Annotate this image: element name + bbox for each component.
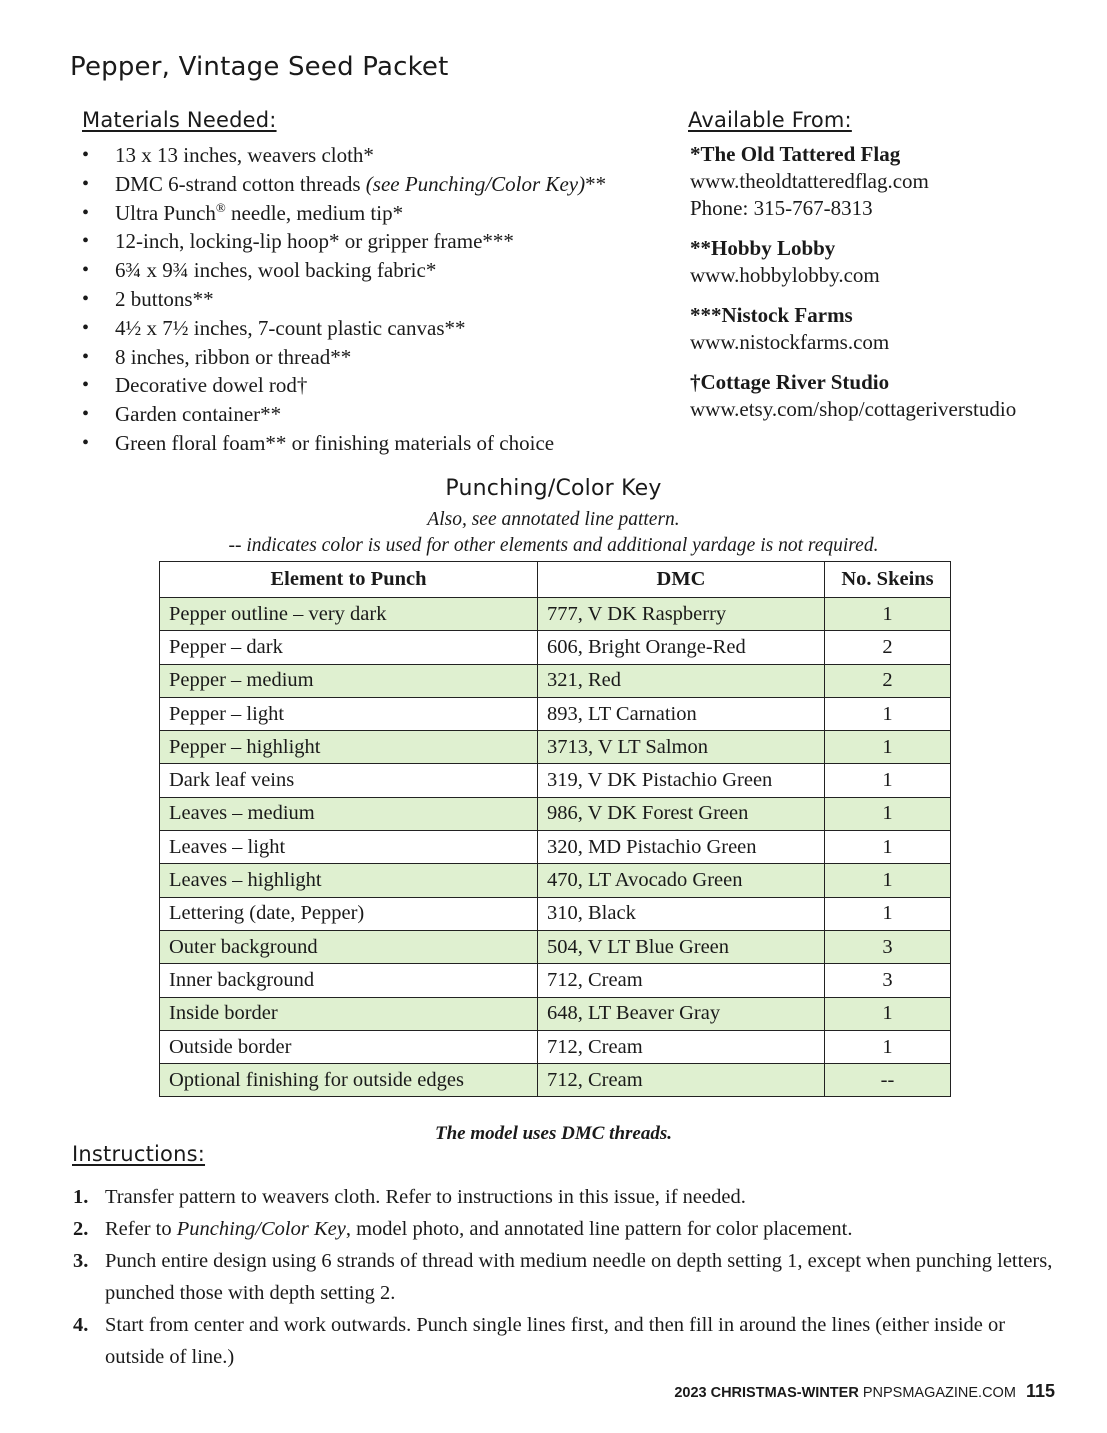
table-row [160, 664, 951, 697]
cell-dmc: 648, LT Beaver Gray [538, 997, 825, 1030]
instructions-list [73, 1181, 1053, 1373]
column-header-skeins: No. Skeins [825, 562, 951, 598]
materials-list [82, 141, 606, 458]
list-item: • 13 x 13 inches, weavers cloth* [82, 141, 606, 170]
cell-element: Outside border [160, 1030, 538, 1063]
color-key-reference: (see Punching/Color Key) [365, 171, 586, 196]
cell-dmc: 504, V LT Blue Green [538, 930, 825, 963]
color-key-table [159, 561, 951, 1097]
cell-element: Dark leaf veins [160, 764, 538, 797]
step-number: 2. [73, 1218, 89, 1240]
cell-dmc: 320, MD Pistachio Green [538, 831, 825, 864]
step-text: Start from center and work outwards. Punch single lines first, and then fill in around the lines (either inside or outside of line.) [105, 1314, 1006, 1368]
cell-skeins: 1 [825, 764, 951, 797]
cell-element: Leaves – light [160, 831, 538, 864]
step-number: 4. [73, 1314, 89, 1336]
page-number: 115 [1025, 1381, 1055, 1401]
cell-dmc: 321, Red [538, 664, 825, 697]
cell-element: Pepper – highlight [160, 731, 538, 764]
step-text-part: Refer to [105, 1218, 177, 1240]
cell-dmc: 319, V DK Pistachio Green [538, 764, 825, 797]
cell-skeins: 1 [825, 697, 951, 730]
supplier-website[interactable]: www.etsy.com/shop/cottageriverstudio [690, 397, 1017, 421]
list-item: • 12-inch, locking-lip hoop* or gripper frame*** [82, 227, 606, 256]
color-key-reference: Punching/Color Key [176, 1218, 346, 1240]
color-key-note: Also, see annotated line pattern. [427, 509, 680, 530]
table-row [160, 764, 951, 797]
cell-skeins: -- [825, 1064, 951, 1097]
instruction-step [73, 1309, 1053, 1373]
table-row [160, 930, 951, 963]
cell-dmc: 470, LT Avocado Green [538, 864, 825, 897]
cell-skeins: 1 [825, 1030, 951, 1063]
cell-dmc: 310, Black [538, 897, 825, 930]
cell-element: Pepper – dark [160, 631, 538, 664]
instruction-step [73, 1213, 1053, 1245]
list-item [82, 170, 606, 199]
table-row [160, 831, 951, 864]
instruction-step [73, 1181, 1053, 1213]
supplier-name: ***Nistock Farms [690, 303, 853, 327]
list-item-text: needle, medium tip* [225, 200, 404, 225]
table-body [160, 598, 951, 1097]
table-row [160, 1030, 951, 1063]
cell-element: Inner background [160, 964, 538, 997]
table-row [160, 864, 951, 897]
table-caption: The model uses DMC threads. [435, 1123, 672, 1144]
column-header-dmc: DMC [538, 562, 825, 598]
step-text: Transfer pattern to weavers cloth. Refer to instructions in this issue, if needed. [105, 1186, 746, 1208]
supplier-phone: Phone: 315-767-8313 [690, 196, 873, 220]
list-item: • 4½ x 7½ inches, 7-count plastic canvas** [82, 314, 606, 343]
cell-element: Inside border [160, 997, 538, 1030]
supplier-old-tattered-flag [690, 141, 1016, 222]
step-text: Punch entire design using 6 strands of thread with medium needle on depth setting 1, except when punching letters, punched those with depth setting 2. [105, 1250, 1053, 1304]
table-row [160, 997, 951, 1030]
cell-element: Pepper – medium [160, 664, 538, 697]
cell-dmc: 712, Cream [538, 1064, 825, 1097]
step-number: 3. [73, 1250, 89, 1272]
instruction-step [73, 1245, 1053, 1309]
step-text [105, 1213, 1053, 1245]
color-key-heading: Punching/Color Key [445, 476, 662, 501]
supplier-name: *The Old Tattered Flag [690, 142, 901, 166]
supplier-website[interactable]: www.nistockfarms.com [690, 330, 890, 354]
list-item: • Garden container** [82, 400, 606, 429]
table-row [160, 1064, 951, 1097]
cell-dmc: 777, V DK Raspberry [538, 598, 825, 631]
list-item-text: Ultra Punch [115, 200, 216, 225]
supplier-name: †Cottage River Studio [690, 370, 890, 394]
cell-skeins: 1 [825, 831, 951, 864]
color-key-note: -- indicates color is used for other elements and additional yardage is not required. [228, 535, 879, 556]
table-row [160, 598, 951, 631]
cell-skeins: 2 [825, 631, 951, 664]
issue-label: 2023 CHRISTMAS-WINTER [674, 1385, 859, 1401]
cell-element: Outer background [160, 930, 538, 963]
instructions-heading: Instructions: [72, 1142, 206, 1166]
cell-skeins: 3 [825, 930, 951, 963]
table-row [160, 964, 951, 997]
cell-dmc: 712, Cream [538, 1030, 825, 1063]
list-item-text: DMC 6-strand cotton threads [115, 171, 366, 196]
supplier-hobby-lobby [690, 235, 1016, 289]
page-footer [674, 1381, 1055, 1402]
step-text-part: , model photo, and annotated line pattern for color placement. [345, 1218, 853, 1240]
list-item: • Green floral foam** or finishing materials of choice [82, 429, 606, 458]
magazine-site: PNPSMAGAZINE.COM [862, 1385, 1016, 1401]
table-row [160, 731, 951, 764]
page-title: Pepper, Vintage Seed Packet [70, 52, 449, 82]
cell-skeins: 3 [825, 964, 951, 997]
list-item: • 8 inches, ribbon or thread** [82, 343, 606, 372]
cell-element: Pepper – light [160, 697, 538, 730]
cell-element: Optional finishing for outside edges [160, 1064, 538, 1097]
table-row [160, 897, 951, 930]
cell-dmc: 986, V DK Forest Green [538, 797, 825, 830]
cell-skeins: 1 [825, 864, 951, 897]
list-item: • 6¾ x 9¾ inches, wool backing fabric* [82, 256, 606, 285]
supplier-website[interactable]: www.hobbylobby.com [690, 263, 880, 287]
cell-dmc: 606, Bright Orange-Red [538, 631, 825, 664]
step-number: 1. [73, 1186, 89, 1208]
cell-skeins: 1 [825, 897, 951, 930]
available-heading: Available From: [688, 108, 852, 132]
cell-skeins: 2 [825, 664, 951, 697]
supplier-cottage-river-studio [690, 369, 1016, 423]
cell-skeins: 1 [825, 598, 951, 631]
cell-dmc: 712, Cream [538, 964, 825, 997]
column-header-element: Element to Punch [160, 562, 538, 598]
supplier-nistock-farms [690, 302, 1016, 356]
registered-mark: ® [215, 199, 226, 215]
list-item-text: ** [585, 171, 607, 196]
supplier-list [690, 141, 1016, 436]
materials-heading: Materials Needed: [82, 108, 277, 132]
cell-skeins: 1 [825, 997, 951, 1030]
list-item: • 2 buttons** [82, 285, 606, 314]
table-header-row [160, 562, 951, 598]
list-item [82, 199, 606, 228]
supplier-name: **Hobby Lobby [690, 236, 836, 260]
table-row [160, 697, 951, 730]
table-row [160, 631, 951, 664]
cell-dmc: 893, LT Carnation [538, 697, 825, 730]
cell-dmc: 3713, V LT Salmon [538, 731, 825, 764]
cell-element: Pepper outline – very dark [160, 598, 538, 631]
cell-skeins: 1 [825, 797, 951, 830]
supplier-website[interactable]: www.theoldtatteredflag.com [690, 169, 929, 193]
cell-element: Leaves – medium [160, 797, 538, 830]
cell-element: Lettering (date, Pepper) [160, 897, 538, 930]
cell-element: Leaves – highlight [160, 864, 538, 897]
table-row [160, 797, 951, 830]
cell-skeins: 1 [825, 731, 951, 764]
list-item: • Decorative dowel rod† [82, 371, 606, 400]
